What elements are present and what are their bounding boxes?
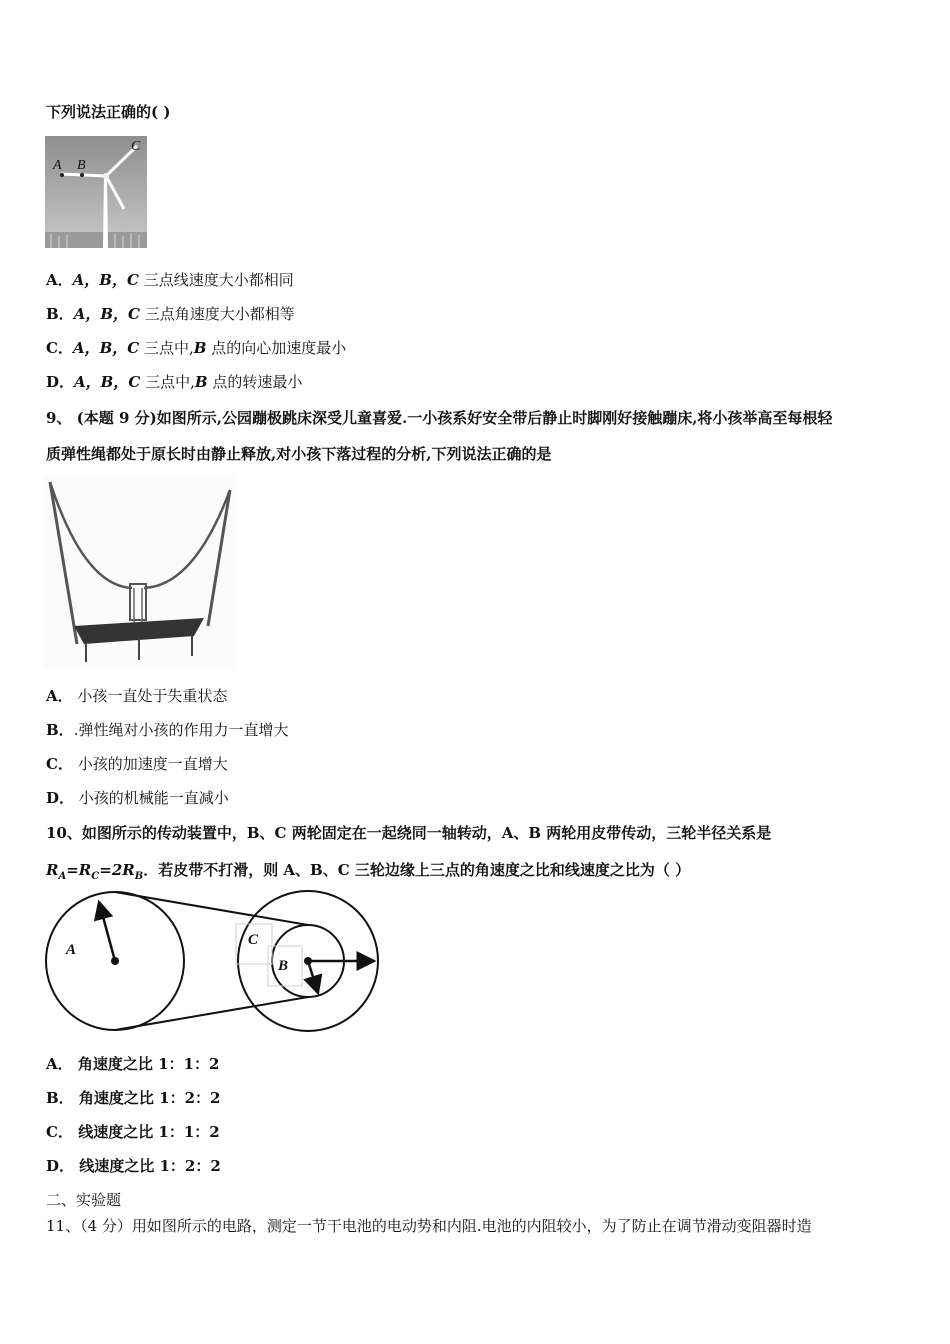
q10-option-a-text: 角速度之比 1：1：2: [77, 1055, 220, 1073]
q8-option-c-points: A，B，C: [72, 339, 140, 357]
trampoline-figure: [44, 476, 234, 668]
ground: [45, 232, 147, 248]
section-title: 二、实验题: [46, 1191, 122, 1209]
q8-option-d-point: B: [194, 373, 208, 391]
point-a-dot: [60, 173, 64, 177]
q8-option-b-points: A，B，C: [73, 305, 140, 323]
q8-option-c[interactable]: [46, 338, 346, 358]
q8-option-b[interactable]: [46, 304, 295, 324]
wind-turbine-figure: [45, 136, 147, 248]
q10-ra: R: [46, 861, 59, 879]
q9-option-d-text: 小孩的机械能一直减小: [78, 789, 229, 807]
q10-option-b[interactable]: [46, 1088, 220, 1108]
label-a: A: [53, 158, 62, 173]
q9-line1: [46, 408, 832, 428]
q9-option-c-letter: C．: [46, 755, 73, 773]
q10-option-b-letter: B．: [46, 1089, 74, 1107]
q8-option-c-letter: C．: [46, 339, 73, 357]
q9-option-d[interactable]: [46, 788, 229, 808]
q9-option-a-text: 小孩一直处于失重状态: [77, 687, 228, 705]
q10-rc-sub: C: [91, 871, 100, 882]
q8-option-d-mid: 三点中,: [145, 373, 195, 391]
q10-option-a-letter: A．: [46, 1055, 73, 1073]
turbine-hub: [103, 173, 109, 179]
point-b-dot: [80, 173, 84, 177]
q8-option-b-text: 三点角速度大小都相等: [144, 305, 295, 323]
q8-option-d-letter: D．: [46, 373, 75, 391]
q10-option-c[interactable]: [46, 1122, 220, 1142]
q11-stem-line1: 11、（4 分）用如图所示的电路，测定一节干电池的电动势和内阻.电池的内阻较小，为了防止在调节滑动变阻器时造: [46, 1217, 812, 1235]
label-b: B: [77, 158, 86, 173]
q9-option-b-letter: B．: [46, 721, 74, 739]
radius-arrow-b: [308, 961, 318, 993]
q10-eq1: =R: [66, 861, 92, 879]
q8-option-d-points: A，B，C: [74, 373, 141, 391]
q10-stem-line2-rest: ．若皮带不打滑，则 A、B、C 三轮边缘上三点的角速度之比和线速度之比为（ ）: [143, 861, 691, 879]
q10-option-c-letter: C．: [46, 1123, 73, 1141]
q9-option-d-letter: D．: [46, 789, 75, 807]
q10-option-b-text: 角速度之比 1：2：2: [78, 1089, 221, 1107]
q9-option-b-text: .弹性绳对小孩的作用力一直增大: [73, 721, 289, 739]
q8-stem: 下列说法正确的( ): [46, 103, 171, 121]
q10-eq2: =2R: [99, 861, 135, 879]
belt-drive-figure: [42, 890, 382, 1032]
q10-option-d[interactable]: [46, 1156, 221, 1176]
q9-option-a[interactable]: [46, 686, 227, 706]
q9-score: (本题 9 分): [76, 409, 157, 427]
q10-option-d-letter: D．: [46, 1157, 75, 1175]
q9-option-c-text: 小孩的加速度一直增大: [77, 755, 228, 773]
label-b: B: [278, 958, 289, 974]
q10-stem-line2: [46, 860, 690, 887]
q8-option-b-letter: B．: [46, 305, 74, 323]
q8-option-a-text: 三点线速度大小都相同: [143, 271, 294, 289]
q10-rb-sub: B: [134, 871, 144, 882]
q8-option-a-points: A，B，C: [72, 271, 139, 289]
q8-option-a[interactable]: [46, 270, 294, 290]
q9-stem-line1: 如图所示,公园蹦极跳床深受儿童喜爱.一小孩系好安全带后静止时脚刚好接触蹦床,将小孩举高至每根轻: [156, 409, 833, 427]
q8-option-c-mid: 三点中,: [144, 339, 194, 357]
q10-ra-sub: A: [58, 871, 67, 882]
q10-option-c-text: 线速度之比 1：1：2: [78, 1123, 220, 1141]
q8-option-a-letter: A．: [46, 271, 73, 289]
radius-arrow-a: [99, 902, 115, 961]
q8-option-c-point: B: [193, 339, 207, 357]
label-c: C: [248, 932, 259, 948]
q9-option-b[interactable]: [46, 720, 288, 740]
q9-option-c[interactable]: [46, 754, 228, 774]
q9-stem-line2: 质弹性绳都处于原长时由静止释放,对小孩下落过程的分析,下列说法正确的是: [46, 445, 552, 463]
q10-option-a[interactable]: [46, 1054, 219, 1074]
q10-stem-line1: 10、如图所示的传动装置中，B、C 两轮固定在一起绕同一轴转动，A、B 两轮用皮带传动，三轮半径关系是: [46, 824, 772, 842]
q8-option-d[interactable]: [46, 372, 302, 392]
q8-option-d-text: 点的转速最小: [212, 373, 303, 391]
label-a: A: [66, 942, 77, 958]
q8-option-c-text: 点的向心加速度最小: [211, 339, 347, 357]
q9-option-a-letter: A．: [46, 687, 73, 705]
label-c: C: [131, 139, 141, 154]
q9-number: 9、: [46, 409, 72, 427]
q10-option-d-text: 线速度之比 1：2：2: [79, 1157, 221, 1175]
